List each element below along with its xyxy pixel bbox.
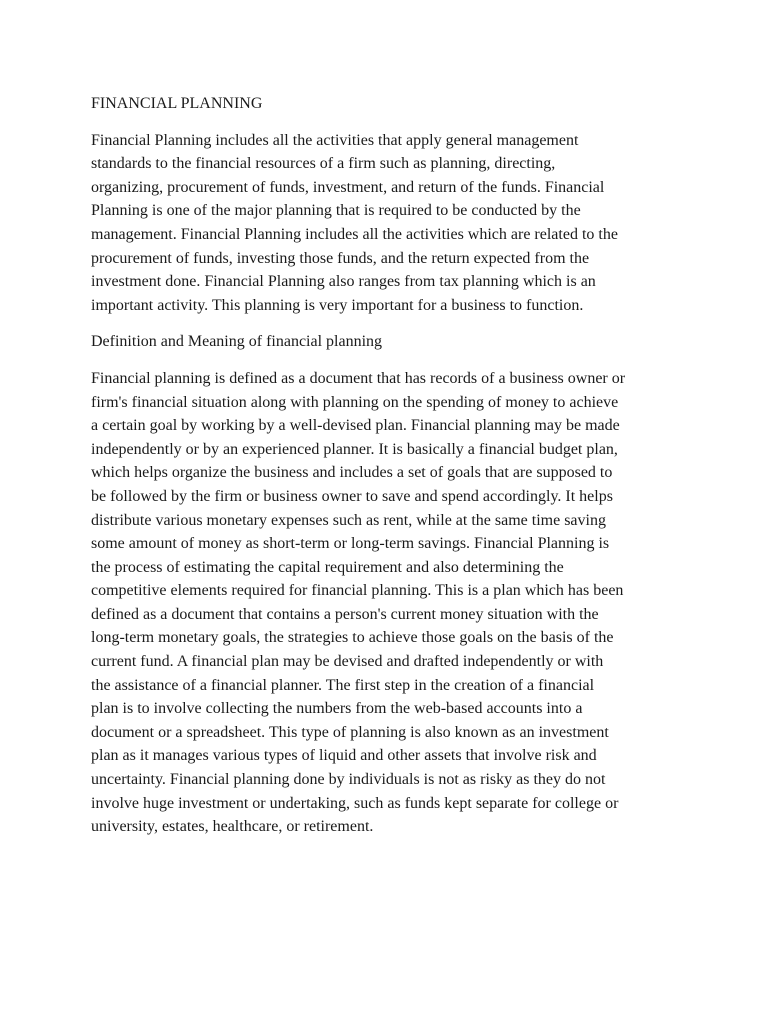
paragraph-line: the process of estimating the capital requirement and also determining the <box>91 558 564 576</box>
paragraph-line: Financial Planning includes all the activities that apply general management <box>91 131 579 149</box>
paragraph-line: some amount of money as short-term or long-term savings. Financial Planning is <box>91 535 610 553</box>
paragraph-line: document or a spreadsheet. This type of planning is also known as an investment <box>91 723 609 741</box>
paragraph-line: involve huge investment or undertaking, such as funds kept separate for college or <box>91 794 619 812</box>
paragraph-line: distribute various monetary expenses such as rent, while at the same time saving <box>91 511 606 529</box>
paragraph-line: university, estates, healthcare, or retirement. <box>91 818 374 836</box>
paragraph-line: Financial planning is defined as a document that has records of a business owner or <box>91 369 626 387</box>
paragraph-line: which helps organize the business and includes a set of goals that are supposed to <box>91 464 613 482</box>
paragraph-line: independently or by an experienced planner. It is basically a financial budget plan, <box>91 440 618 458</box>
paragraph-line: firm's financial situation along with planning on the spending of money to achieve <box>91 393 619 411</box>
paragraph-line: Planning is one of the major planning that is required to be conducted by the <box>91 202 581 220</box>
paragraph-line: long-term monetary goals, the strategies to achieve those goals on the basis of the <box>91 629 614 647</box>
paragraph-line: investment done. Financial Planning also ranges from tax planning which is an <box>91 273 596 291</box>
paragraph-line: plan as it manages various types of liquid and other assets that involve risk and <box>91 747 597 765</box>
paragraph-line: be followed by the firm or business owner to save and spend accordingly. It helps <box>91 487 613 505</box>
paragraph-line: defined as a document that contains a person's current money situation with the <box>91 605 599 623</box>
paragraph-line: procurement of funds, investing those funds, and the return expected from the <box>91 249 590 267</box>
paragraph-line: current fund. A financial plan may be devised and drafted independently or with <box>91 653 604 671</box>
paragraph-line: organizing, procurement of funds, investment, and return of the funds. Financial <box>91 178 605 196</box>
paragraph-line: important activity. This planning is very important for a business to function. <box>91 296 584 314</box>
document-title: FINANCIAL PLANNING <box>91 95 263 112</box>
document-page <box>91 92 691 852</box>
paragraph-line: plan is to involve collecting the numbers from the web-based accounts into a <box>91 700 583 718</box>
paragraph-line: competitive elements required for financial planning. This is a plan which has been <box>91 582 624 600</box>
paragraph-line: uncertainty. Financial planning done by individuals is not as risky as they do not <box>91 771 606 789</box>
paragraph-definition <box>91 367 691 839</box>
paragraph-line: the assistance of a financial planner. The first step in the creation of a financial <box>91 676 595 694</box>
paragraph-line: a certain goal by working by a well-devised plan. Financial planning may be made <box>91 417 620 435</box>
section-subheading: Definition and Meaning of financial planning <box>91 333 383 351</box>
paragraph-intro <box>91 129 691 318</box>
paragraph-line: management. Financial Planning includes all the activities which are related to the <box>91 225 618 243</box>
paragraph-line: standards to the financial resources of a firm such as planning, directing, <box>91 155 556 173</box>
